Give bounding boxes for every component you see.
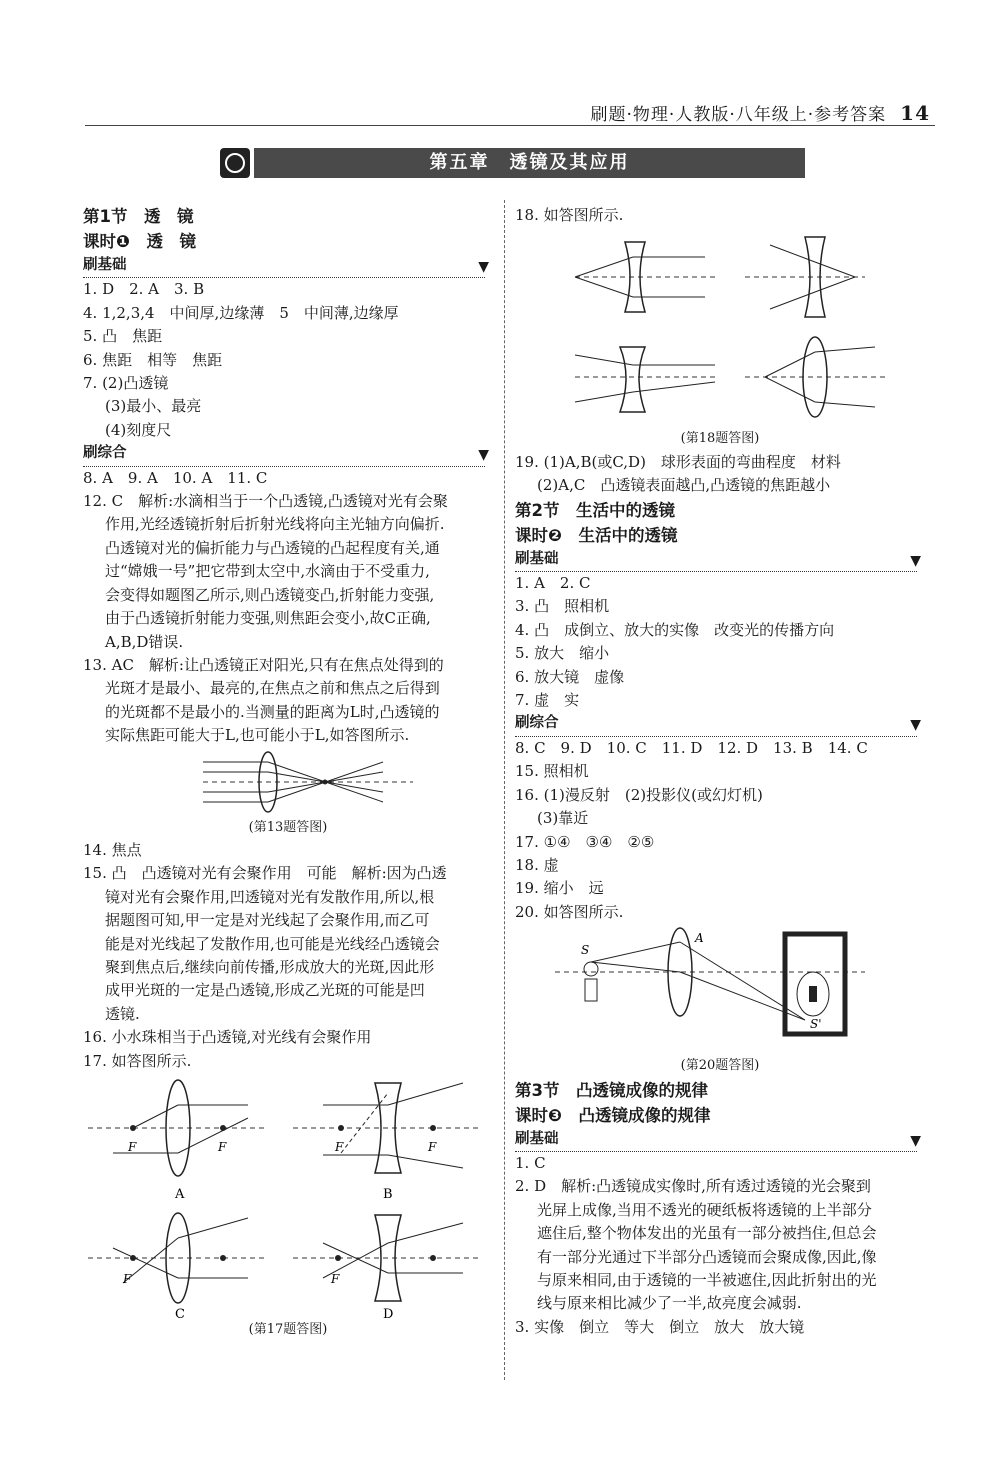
fig17-label-c: C	[175, 1307, 185, 1318]
answer-line: 4. 1,2,3,4 中间厚,边缘薄 5 中间薄,边缘厚	[83, 303, 399, 322]
answer-line: 12. C 解析:水滴相当于一个凸透镜,凸透镜对光有会聚	[83, 492, 448, 511]
answer-continuation: 镜对光有会聚作用,凹透镜对光有发散作用,所以,根	[105, 887, 435, 906]
answer-line: 8. A 9. A 10. A 11. C	[83, 468, 268, 487]
answer-continuation: 据题图可知,甲一定是对光线起了会聚作用,而乙可	[105, 911, 430, 930]
answer-continuation: (4)刻度尺	[105, 420, 172, 439]
section-heading: 第1节 透 镜	[83, 207, 194, 226]
fig17-label-a: A	[175, 1187, 185, 1202]
answer-line: 15. 凸 凸透镜对光有会聚作用 可能 解析:因为凸透	[83, 864, 447, 883]
answer-line: 6. 放大镜 虚像	[515, 667, 625, 686]
answer-line: 7. (2)凸透镜	[83, 374, 169, 393]
fig17-c	[88, 1213, 268, 1318]
answer-continuation: 凸透镜对光的偏折能力与凸透镜的凸起程度有关,通	[105, 538, 440, 557]
answer-line: 17. ①④ ③④ ②⑤	[515, 832, 655, 851]
fig20-label-s: S	[581, 943, 590, 958]
answer-line: 6. 焦距 相等 焦距	[83, 350, 223, 369]
subsection-label: 刷综合 ▼	[83, 442, 485, 466]
answer-continuation: 遮住后,整个物体发出的光虽有一部分被挡住,但总会	[537, 1224, 877, 1243]
answer-continuation: (3)靠近	[537, 809, 589, 828]
page-number: 14	[900, 101, 930, 125]
answer-line: 4. 凸 成倒立、放大的实像 改变光的传播方向	[515, 620, 835, 639]
answer-line: 5. 放大 缩小	[515, 644, 610, 663]
figure-13-diagram	[83, 748, 493, 816]
answer-line: 20. 如答图所示.	[515, 902, 624, 921]
figure-13	[83, 748, 493, 839]
answer-continuation: 过“嫦娥一号”把它带到太空中,水滴由于不受重力,	[105, 562, 430, 581]
fig17-label-d: D	[383, 1307, 394, 1318]
figure-18-diagram	[515, 227, 925, 427]
svg-text:F: F	[428, 1140, 437, 1154]
answer-line: 19. 缩小 远	[515, 879, 604, 898]
triangle-icon: ▼	[478, 447, 489, 464]
fig20-label-a: A	[695, 931, 704, 946]
figure-18-caption: (第18题答图)	[680, 431, 760, 447]
answer-line: 14. 焦点	[83, 840, 142, 859]
header-title: 刷题·物理·人教版·八年级上·参考答案	[590, 105, 887, 125]
answer-line: 3. 凸 照相机	[515, 597, 610, 616]
svg-text:F: F	[335, 1140, 344, 1154]
answer-line: 15. 照相机	[515, 762, 589, 781]
right-column	[515, 204, 925, 1339]
figure-17	[83, 1073, 493, 1341]
fig17-b	[293, 1083, 478, 1202]
triangle-icon: ▼	[910, 1132, 921, 1149]
svg-text:F: F	[218, 1140, 227, 1154]
answer-line: 18. 如答图所示.	[515, 206, 624, 224]
figure-17-caption: (第17题答图)	[248, 1322, 328, 1337]
answer-line: 17. 如答图所示.	[83, 1051, 192, 1070]
answer-continuation: 会变得如题图乙所示,则凸透镜变凸,折射能力变强,	[105, 585, 435, 604]
answer-continuation: 作用,光经透镜折射后折射光线将向主光轴方向偏折.	[105, 515, 445, 534]
answer-line: 18. 虚	[515, 855, 559, 874]
answer-line: 1. C	[515, 1153, 546, 1172]
answer-line: 13. AC 解析:让凸透镜正对阳光,只有在焦点处得到的	[83, 655, 444, 674]
chapter-logo-icon	[220, 148, 250, 178]
section-heading: 课时❶ 透 镜	[83, 232, 196, 251]
triangle-icon: ▼	[910, 552, 921, 569]
answer-line: 1. D 2. A 3. B	[83, 280, 205, 299]
answer-continuation: 线与原来相比减少了一半,故亮度会减弱.	[537, 1294, 802, 1313]
fig20-label-s2: S'	[810, 1017, 822, 1032]
chapter-title: 第五章 透镜及其应用	[254, 148, 805, 178]
answer-continuation: 光斑才是最小、最亮的,在焦点之前和焦点之后得到	[105, 679, 440, 698]
section-heading: 课时❸ 凸透镜成像的规律	[515, 1105, 711, 1125]
answer-line: 19. (1)A,B(或C,D) 球形表面的弯曲程度 材料	[515, 452, 841, 471]
answer-continuation: 由于凸透镜折射能力变强,则焦距会变小,故C正确,	[105, 609, 431, 628]
fig17-label-b: B	[383, 1187, 393, 1202]
figure-20	[515, 924, 925, 1077]
section-heading: 第3节 凸透镜成像的规律	[515, 1080, 708, 1100]
answer-continuation: 成甲光斑的一定是凸透镜,形成乙光斑的可能是凹	[105, 981, 425, 1000]
section-heading: 课时❷ 生活中的透镜	[515, 525, 678, 545]
answer-line: 16. (1)漫反射 (2)投影仪(或幻灯机)	[515, 785, 763, 804]
answer-continuation: 的光斑都不是最小的.当测量的距离为L时,凸透镜的	[105, 702, 440, 721]
svg-text:F: F	[123, 1272, 132, 1286]
figure-20-diagram	[515, 924, 925, 1054]
figure-20-caption: (第20题答图)	[680, 1058, 760, 1074]
fig17-a	[88, 1080, 268, 1202]
answer-continuation: 能是对光线起了发散作用,也可能是光线经凸透镜会	[105, 934, 440, 953]
answer-line: 5. 凸 焦距	[83, 327, 163, 346]
figure-18	[515, 227, 925, 450]
subsection-label: 刷基础 ▼	[515, 548, 917, 572]
header-rule	[85, 125, 935, 126]
column-divider	[504, 200, 505, 1380]
svg-text:F: F	[128, 1140, 137, 1154]
answer-line: 1. A 2. C	[515, 574, 591, 593]
left-column	[83, 204, 493, 1341]
figure-13-caption: (第13题答图)	[248, 819, 328, 835]
figure-17-diagram	[83, 1073, 493, 1318]
answer-continuation: 透镜.	[105, 1004, 140, 1023]
subsection-label: 刷基础 ▼	[515, 1128, 917, 1152]
triangle-icon: ▼	[910, 717, 921, 734]
subsection-label: 刷综合 ▼	[515, 712, 917, 736]
chapter-banner	[220, 148, 805, 178]
answer-continuation: 与原来相同,由于透镜的一半被遮住,因此折射出的光	[537, 1270, 877, 1289]
subsection-label: 刷基础 ▼	[83, 254, 485, 278]
svg-text:F: F	[331, 1272, 340, 1286]
section-heading: 第2节 生活中的透镜	[515, 500, 675, 520]
answer-line: 8. C 9. D 10. C 11. D 12. D 13. B 14. C	[515, 738, 868, 757]
answer-continuation: 有一部分光通过下半部分凸透镜而会聚成像,因此,像	[537, 1247, 877, 1266]
triangle-icon: ▼	[478, 259, 489, 275]
fig17-d	[293, 1215, 478, 1318]
answer-line: 3. 实像 倒立 等大 倒立 放大 放大镜	[515, 1317, 805, 1336]
answer-continuation: 聚到焦点后,继续向前传播,形成放大的光斑,因此形	[105, 957, 435, 976]
answer-continuation: (2)A,C 凸透镜表面越凸,凸透镜的焦距越小	[537, 476, 831, 495]
answer-continuation: 实际焦距可能大于L,也可能小于L,如答图所示.	[105, 726, 410, 745]
answer-continuation: (3)最小、最亮	[105, 397, 202, 416]
answer-line: 2. D 解析:凸透镜成实像时,所有透过透镜的光会聚到	[515, 1177, 871, 1196]
answer-continuation: A,B,D错误.	[105, 632, 184, 651]
answer-line: 16. 小水珠相当于凸透镜,对光线有会聚作用	[83, 1028, 372, 1047]
page-header	[591, 100, 930, 125]
answer-continuation: 光屏上成像,当用不透光的硬纸板将透镜的上半部分	[537, 1200, 872, 1219]
answer-line: 7. 虚 实	[515, 691, 580, 710]
